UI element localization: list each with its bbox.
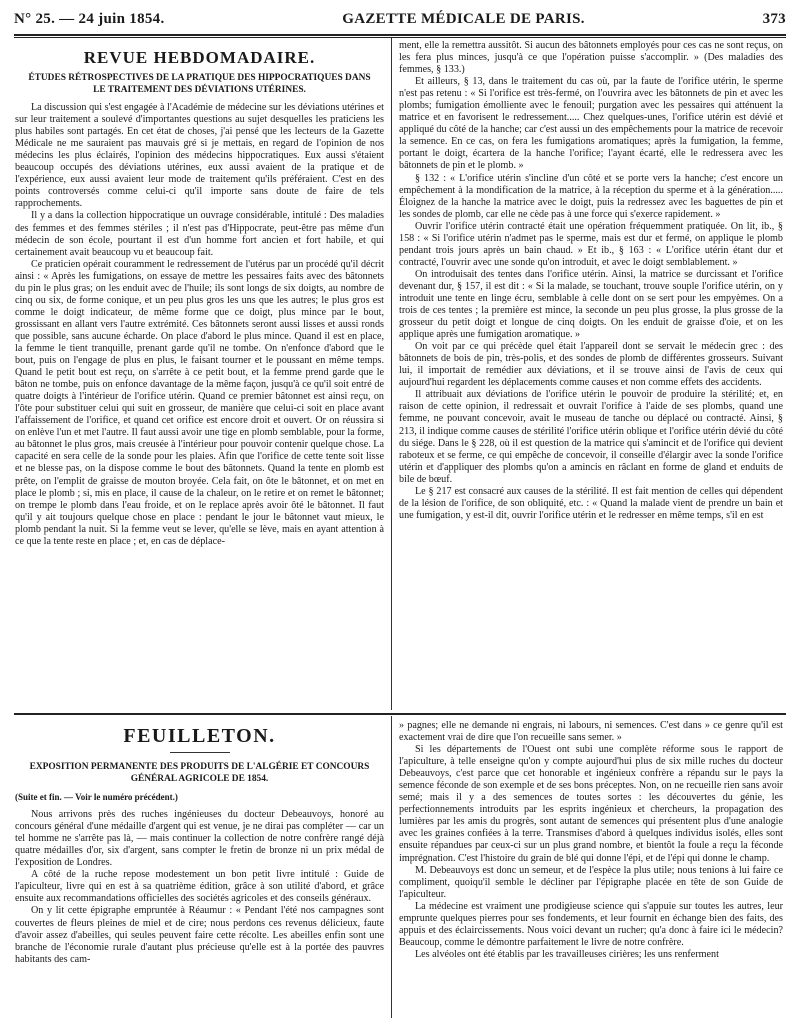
feuilleton-subtitle: EXPOSITION PERMANENTE DES PRODUITS DE L'ALGÉRIE ET CONCOURS GÉNÉRAL AGRICOLE DE 1854. bbox=[29, 762, 370, 785]
feuilleton-paragraph: M. Debeauvoys est donc un semeur, et de l'espèce la plus utile; nous tenions à lui faire ce compliment, quoiqu'il semble le décliner par l'épigraphe placée en tête de son Guide de l'apiculteur. bbox=[399, 864, 783, 900]
feuilleton-paragraph: On y lit cette épigraphe empruntée à Réaumur : « Pendant l'été nos campagnes sont couvertes de fleurs pleines de miel et de cire; nous perdons ces revenus délicieux, faute d'avoir assez d'abeilles, qui seules peuvent faire cette récolte. Les abeilles enfin sont une branche de l'économie rurale d'autant plus précieuse qu'elle est à la portée des pauvres habitants des cam- bbox=[15, 905, 384, 965]
revue-paragraph: § 132 : « L'orifice utérin s'incline d'un côté et se porte vers la hanche; c'est encore un empêchement à la mondification de la matrice, à la réception du sperme et à la génération..... Éloignez de la hanche la matrice avec le doigt, puis la redressez avec les baguettes de pin et les sondes de plomb, car elle ne cède pas à une force qui s'exerce rapidement. » bbox=[399, 172, 783, 220]
page-header bbox=[14, 4, 786, 34]
feuilleton-left-column bbox=[15, 720, 384, 1018]
feuilleton-separator-rule bbox=[14, 713, 786, 715]
feuilleton-paragraph: Les alvéoles ont été établis par les travailleuses cirières; les uns renferment bbox=[415, 948, 719, 960]
revue-paragraph: Il attribuait aux déviations de l'orifice utérin le pouvoir de produire la stérilité; et, en raison de cette opinion, il redressait et ouvrait l'orifice à l'aide de ses plombs, quand une femme, ne pouvant concevoir, avait le museau de tanche ou déplacé ou contracté. Ainsi, § 213, il indique comme causes de stérilité l'orifice utérin oblique et l'orifice utérin dévié du côté du siége. Dans le § 228, où il est question de la matrice qui s'amincit et de l'orifice qui devient raboteux et se ferme, ce qui empêche de concevoir, il conseille d'élargir avec la sonde l'orifice utérin et d'appliquer des plombs qu'on a amincis en râclant en forme de gland et enduits de bile de bœuf. bbox=[399, 389, 783, 485]
revue-paragraph: Ce praticien opérait couramment le redressement de l'utérus par un procédé qu'il décrit ainsi : « Après les fumigations, on essaye de mettre les pessaires faits avec des bâtonnets du pin le plus gras; on les enduit avec de l'huile; ils sont longs de six doigts, au nombre de cinq ou six, de forme conique, et un peu plus gros les uns que les autres; le plus gros est comme le doigt indicateur, de même forme que ce doigt, plus mince par le bout, grossissant en allant vers l'autre extrémité. Ces bâtonnets seront aussi lisses et aussi ronds que possible, sans aucune écharde. On place d'abord le plus mince. Quand il est en place, la femme le tient tranquille, prenant garde qu'il ne tombe. On n'enfonce d'abord que le bout, puis on l'engage de plus en plus, le faisant tourner et le poussant en même temps. Quand le petit bout est reçu, on s'arrête à ce petit bout, et la femme prend garde que le bâton ne tombe, puis on enfonce davantage de la même façon, jusqu'à ce qu'il soit entré de quatre doigts à l'intérieur de l'orifice utérin. Quand ce premier bâtonnet est ainsi reçu, on l'ôte pour substituer celui qui suit en grosseur, de manière que celui-ci soit en place avant l'affaissement de l'orifice, et quand cet orifice est encore droit et ouvert. Or on réussira si on enlève l'un et met l'autre. Il faut aussi avoir une tige en plomb semblable, pour la forme, au bâtonnet le plus gros, mais creusée à l'intérieur pour pouvoir contenir quelque chose. La capacité en sera celle de la sonde pour les plaies. Afin que l'orifice de cette tente soit lisse et ne blesse pas, on la dispose comme le bout des bâtonnets. Quand la tente en plomb est prête, on l'emplit de graisse de mouton broyée. Cela fait, on ôte le bâtonnet, et on met en place le plomb ; si, mis en place, il cause de la chaleur, on le retire et on remet le bâtonnet; on trempe le plomb dans l'eau froide, et on le replace après avoir ôté le bâtonnet. Il faut qu'il y ait toujours quelque chose en place : pendant le jour le bâtonnet vaut mieux, le plomb pendant la nuit. Si la femme veut se lever, qu'elle se lève, mais en ayant attention à ce que la tente reste en place ; et, en cas de déplace- bbox=[15, 258, 384, 547]
continuation-note: (Suite et fin. — Voir le numéro précédent.) bbox=[15, 792, 178, 803]
feuilleton-paragraph: La médecine est vraiment une prodigieuse science qui s'appuie sur toutes les autres, leur emprunte quelques pierres pour ses fondements, et leur fournit en échange bien des faits, des appuis et des éclaircissements. Nous voici devant un rucher; qu'a donc à faire ici le médecin? Beaucoup, comme le démontre parfaitement le livre de notre confrère. bbox=[399, 900, 783, 948]
revue-paragraph: On voit par ce qui précède quel était l'appareil dont se servait le médecin grec : des bâtonnets de bois de pin, très-polis, et des sondes de plomb de différentes grosseurs. Suivant lui, il importait de remédier aux déviations, et il se trouve ainsi de l'avis de ceux qui aujourd'hui regardent les déplacements comme causes et non comme effets des accidents. bbox=[399, 341, 783, 389]
revue-paragraph: Et ailleurs, § 13, dans le traitement du cas où, par la faute de l'orifice utérin, le sperme n'est pas retenu : « Si l'orifice est très-fermé, on l'ouvrira avec les bâtonnets de pin et avec les plombs; fumigation émolliente avec le fenouil; purgation avec les pessaires qui atténuent la matrice et en favorisent le redressement..... Chez quelques-unes, l'orifice utérin est dévié et appliqué du côté de la hanche; car c'est aussi un des empêchements pour la matrice de recevoir la semence. En ce cas, on fera les fumigations aromatiques; après la fumigation, la femme, portant le doigt, écartera de la hanche l'orifice; l'ayant écarté, elle le redressera avec les bâtonnets de pin et le plomb. » bbox=[399, 76, 783, 172]
revue-title: REVUE HEBDOMADAIRE. bbox=[83, 48, 316, 67]
issue-date: N° 25. — 24 juin 1854. bbox=[14, 10, 165, 27]
column-divider bbox=[391, 716, 392, 1018]
revue-paragraph: On introduisait des tentes dans l'orifice utérin. Ainsi, la matrice se durcissant et l'orifice devenant dur, § 157, il est dit : « Si la malade, se touchant, trouve souple l'orifice utérin, on y introduit une tente en linge écru, semblable à celle dont on se sert pour les empyèmes. On a trois de ces tentes ; la première est mince, la seconde un peu plus grosse, la plus grosse de la grosseur du petit doigt et longue de cinq doigts. On les enduit de graisse d'oie, et on les applique après une fumigation aromatique. » bbox=[399, 268, 783, 341]
revue-paragraph: Ouvrir l'orifice utérin contracté était une opération fréquemment pratiquée. On lit, ib., § 158 : « Si l'orifice utérin n'admet pas le sperme, mais est dur et fermé, on applique le plomb pendant trois jours après un bain chaud. » Et ib., § 163 : « L'orifice utérin étant dur et contracté, l'ouvrir avec une sonde qu'on introduit, et avec le doigt semblablement. » bbox=[399, 220, 783, 268]
revue-right-column bbox=[399, 40, 783, 710]
journal-title: GAZETTE MÉDICALE DE PARIS. bbox=[342, 10, 585, 27]
title-rule bbox=[170, 752, 230, 753]
revue-paragraph: Il y a dans la collection hippocratique un ouvrage considérable, intitulé : Des maladies des femmes et des femmes stériles ; il n'est pas d'Hippocrate, peut-être pas même d'un médecin de son école, pourtant il est d'un homme fort ancien et fort habile, et qui certainement avait beaucoup vu et beaucoup fait. bbox=[15, 210, 384, 258]
revue-subtitle: ÉTUDES RÉTROSPECTIVES DE LA PRATIQUE DES HIPPOCRATIQUES DANS LE TRAITEMENT DES DÉVIATIONS UTÉRINES. bbox=[28, 73, 371, 96]
feuilleton-paragraph: Si les départements de l'Ouest ont subi une complète réforme sous le rapport de l'apiculture, à telle enseigne qu'on y compte aujourd'hui plus de six mille ruches du docteur Debeauvoys, c'est parce que cet honorable et ingénieux confrère a répandu sur le pays la semence féconde de son exemple et de ses bons préceptes. Non, on ne recueille rien sans avoir semé; mais il y a des semences de toutes sortes : les découvertes du génie, les perfectionnements introduits par les esprits ingénieux et chercheurs, la propagation des lumières par les amis du progrès, sont autant de semences qui présentent plus d'une analogie avec les graines confiées à la terre. Transmises d'abord à quelques individus isolés, elles sont ensuite répandues par ceux-ci sur un plus grand nombre, et bientôt la foule a reçu la féconde imprégnation. C'est l'histoire du grain de blé qui donne l'épi, et de l'épi qui donne le champ. bbox=[399, 744, 783, 864]
feuilleton-right-column bbox=[399, 720, 783, 1018]
header-rule bbox=[14, 34, 786, 38]
feuilleton-paragraph: » pagnes; elle ne demande ni engrais, ni labours, ni semences. C'est dans » ce genre qu'il est exactement vrai de dire que l'on recueille sans semer. » bbox=[399, 720, 783, 744]
feuilleton-paragraph: Nous arrivons près des ruches ingénieuses du docteur Debeauvoys, honoré au concours général d'une médaille d'argent qui est venue, je ne dirai pas compléter — car un tel homme ne s'arrête pas là, — mais continuer la collection de notre confrère rangé déjà quatre médailles d'or, six d'argent, sans compter le fretin de bronze ni un prix médal de l'exposition de Londres. bbox=[15, 809, 384, 869]
column-divider bbox=[391, 38, 392, 710]
feuilleton-title: FEUILLETON. bbox=[123, 725, 276, 747]
page-number: 373 bbox=[762, 10, 786, 27]
revue-paragraph: La discussion qui s'est engagée à l'Académie de médecine sur les déviations utérines et sur leur traitement a soulevé d'importantes questions au sujet desquelles les praticiens les plus habiles sont partagés. En cet état de choses, j'ai pensé que les lecteurs de la Gazette Médicale ne me sauraient pas mauvais gré si je mettais, en regard de l'opinion de nos médecins les plus éclairés, l'opinion des médecins hippocratiques. Eux aussi s'étaient beaucoup occupés des déviations utérines, eux aussi avaient de la pratique et de l'expérience, eux aussi avaient leur mode de traitement qu'ils préféraient. C'est en des points controversés comme celui-ci qu'il importe sans doute de faire de tels rapprochements. bbox=[15, 102, 384, 210]
feuilleton-paragraph: A côté de la ruche repose modestement un bon petit livre intitulé : Guide de l'apiculteur, livre qui en est à sa quatrième édition, grâce à son utilité d'abord, et grâce ensuite aux recommandations officielles des sociétés agricoles et des conseils généraux. bbox=[15, 869, 384, 905]
revue-paragraph: ment, elle la remettra aussitôt. Si aucun des bâtonnets employés pour ces cas ne sont reçus, on les fera plus minces, jusqu'à ce que l'opération puisse s'accomplir. » (Des maladies des femmes, § 133.) bbox=[399, 40, 783, 76]
revue-left-column bbox=[15, 40, 384, 710]
revue-paragraph: Le § 217 est consacré aux causes de la stérilité. Il est fait mention de celles qui dépendent de la lésion de l'orifice, de son obliquité, etc. : « Quand la malade vient de prendre un bain et une fumigation, y est-il dit, ouvrir l'orifice utérin et le redresser en même temps, s'il en est bbox=[399, 485, 783, 521]
